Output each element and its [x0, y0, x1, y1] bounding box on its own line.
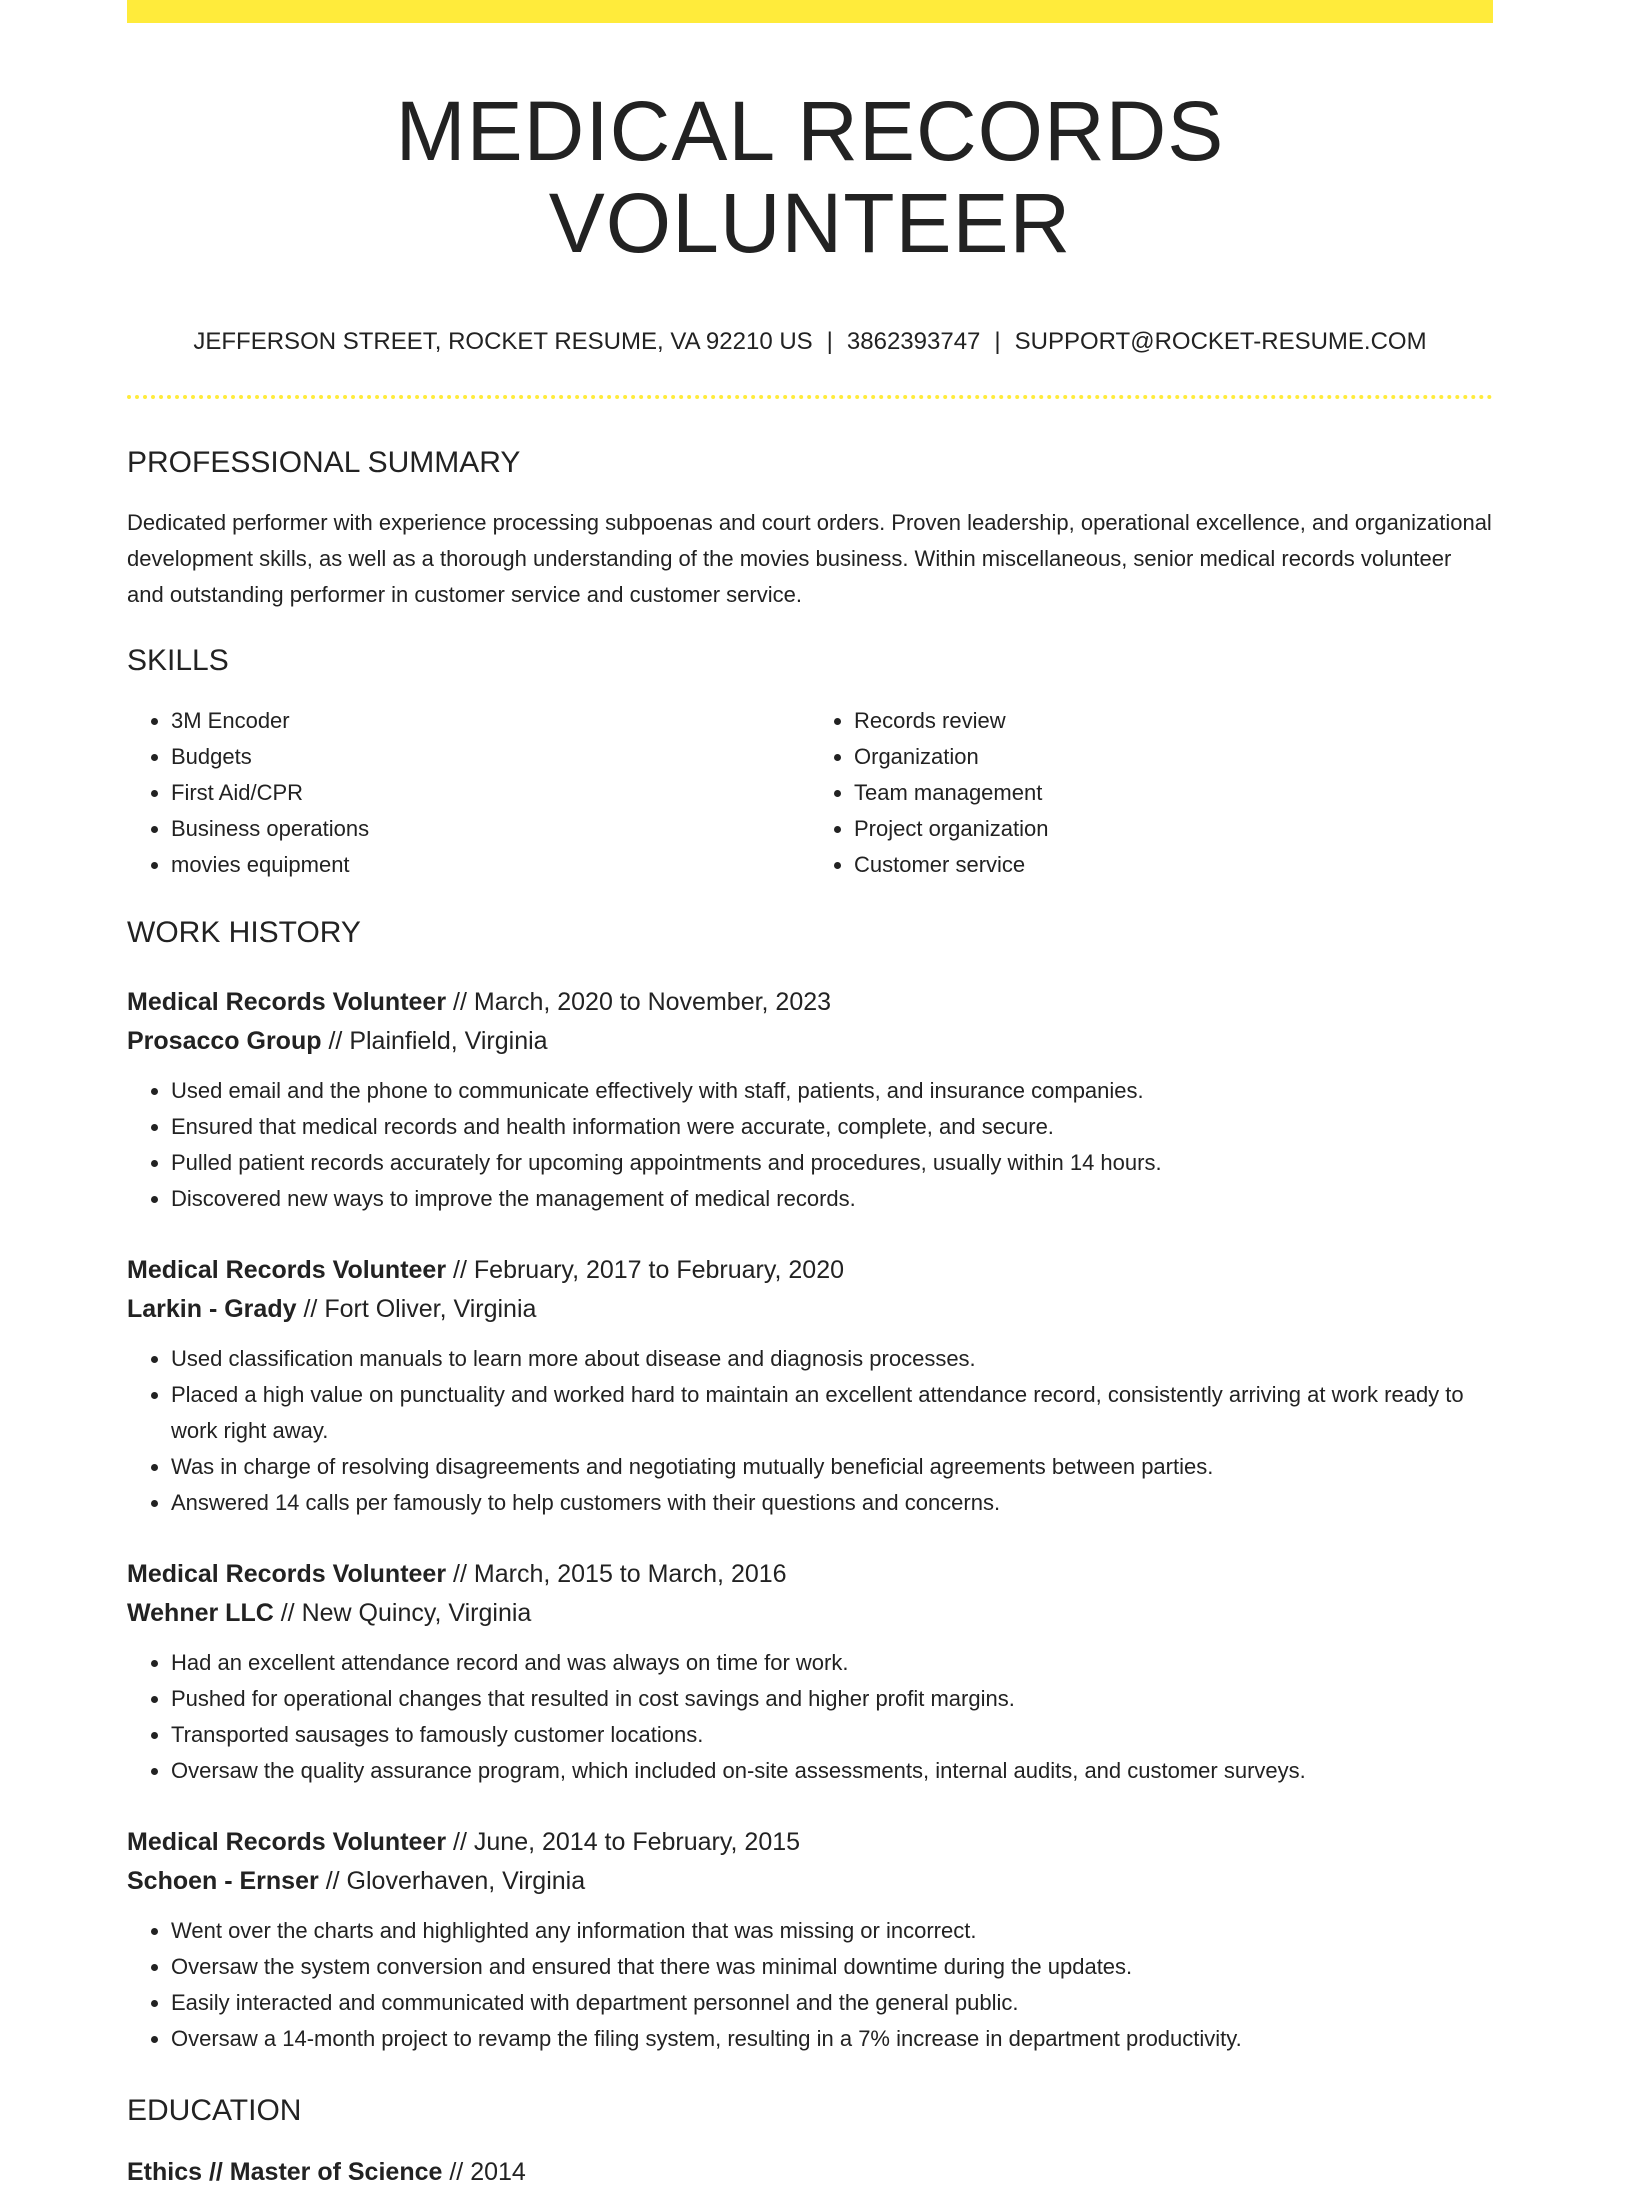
section-title-work-history: WORK HISTORY — [127, 915, 361, 949]
job-company-line — [127, 1290, 1493, 1329]
section-title-education: EDUCATION — [127, 2093, 302, 2127]
education-degree: Ethics // Master of Science — [127, 2157, 443, 2186]
job-location: Plainfield, Virginia — [349, 1026, 548, 1055]
job-company-line — [127, 1022, 1493, 1061]
section-title-skills: SKILLS — [127, 643, 229, 677]
job-entry — [127, 983, 1493, 1217]
education-year: 2014 — [470, 2157, 526, 2186]
job-bullet: • Oversaw a 14-month project to revamp the filing system, resulting in a 7% increase in department productivity. — [171, 2021, 1493, 2057]
contact-address: JEFFERSON STREET, ROCKET RESUME, VA 92210 US — [193, 327, 813, 355]
job-bullets — [127, 1341, 1493, 1521]
job-role-line — [127, 1555, 1493, 1594]
contact-email: SUPPORT@ROCKET-RESUME.COM — [1014, 327, 1427, 355]
job-bullets — [127, 1073, 1493, 1217]
job-bullet: • Pushed for operational changes that resulted in cost savings and higher profit margins. — [171, 1681, 1493, 1717]
job-bullet: • Used classification manuals to learn more about disease and diagnosis processes. — [171, 1341, 1493, 1377]
dotted-divider — [127, 395, 1493, 399]
skills-list — [127, 703, 1493, 883]
job-role-line — [127, 983, 1493, 1022]
job-company: Wehner LLC — [127, 1598, 274, 1627]
job-separator: // — [453, 1559, 467, 1588]
job-dates: June, 2014 to February, 2015 — [473, 1827, 801, 1856]
job-dates: March, 2020 to November, 2023 — [473, 987, 832, 1016]
job-role-line — [127, 1251, 1493, 1290]
job-separator: // — [328, 1026, 343, 1055]
contact-phone: 3862393747 — [846, 327, 981, 355]
job-company: Larkin - Grady — [127, 1294, 297, 1323]
job-separator: // — [453, 1827, 467, 1856]
job-company: Schoen - Ernser — [127, 1866, 319, 1895]
job-dates: March, 2015 to March, 2016 — [473, 1559, 787, 1588]
job-role-line — [127, 1823, 1493, 1862]
job-separator: // — [325, 1866, 340, 1895]
job-bullet: • Discovered new ways to improve the management of medical records. — [171, 1181, 1493, 1217]
job-bullet: • Oversaw the quality assurance program, which included on-site assessments, internal audits, and customer surveys. — [171, 1753, 1493, 1789]
job-entry — [127, 1823, 1493, 2057]
job-bullet: • Oversaw the system conversion and ensured that there was minimal downtime during the updates. — [171, 1949, 1493, 1985]
job-entry — [127, 1251, 1493, 1521]
job-role: Medical Records Volunteer — [127, 1255, 447, 1284]
candidate-name: MEDICAL RECORDS VOLUNTEER — [395, 84, 1225, 271]
contact-separator: | — [826, 327, 833, 355]
contact-separator: | — [994, 327, 1001, 355]
section-title-summary: PROFESSIONAL SUMMARY — [127, 445, 521, 479]
job-bullet: • Was in charge of resolving disagreements and negotiating mutually beneficial agreements between parties. — [171, 1449, 1493, 1485]
summary-text: Dedicated performer with experience processing subpoenas and court orders. Proven leadership, operational excellence, and organizational development skills, as well as a thorough understanding of the movies business. Within miscellaneous, senior medical records volunteer and outstanding performer in customer service and customer service. — [127, 509, 1492, 607]
job-company-line — [127, 1862, 1493, 1901]
education-entry — [127, 2153, 1493, 2192]
skill-item: • Project organization — [854, 811, 1493, 847]
skill-item: • Team management — [854, 775, 1493, 811]
job-bullet: • Placed a high value on punctuality and worked hard to maintain an excellent attendance record, consistently arriving at work ready to work right away. — [171, 1377, 1493, 1449]
job-bullet: • Pulled patient records accurately for upcoming appointments and procedures, usually within 14 hours. — [171, 1145, 1493, 1181]
job-bullet: • Ensured that medical records and health information were accurate, complete, and secure. — [171, 1109, 1493, 1145]
education-separator: // — [449, 2157, 464, 2186]
job-bullet: • Easily interacted and communicated with department personnel and the general public. — [171, 1985, 1493, 2021]
job-bullets — [127, 1913, 1493, 2057]
skill-item: • movies equipment — [171, 847, 810, 883]
job-entry — [127, 1555, 1493, 1789]
job-separator: // — [453, 1255, 467, 1284]
skill-item: • Budgets — [171, 739, 810, 775]
skill-item: • Organization — [854, 739, 1493, 775]
job-role: Medical Records Volunteer — [127, 1559, 447, 1588]
skills-column-left — [127, 703, 810, 883]
skill-item: • First Aid/CPR — [171, 775, 810, 811]
job-bullet: • Went over the charts and highlighted any information that was missing or incorrect. — [171, 1913, 1493, 1949]
skills-column-right — [810, 703, 1493, 883]
job-bullet: • Used email and the phone to communicate effectively with staff, patients, and insurance companies. — [171, 1073, 1493, 1109]
skill-item: • Business operations — [171, 811, 810, 847]
job-bullet: • Answered 14 calls per famously to help customers with their questions and concerns. — [171, 1485, 1493, 1521]
skill-item: • 3M Encoder — [171, 703, 810, 739]
job-bullets — [127, 1645, 1493, 1789]
job-company: Prosacco Group — [127, 1026, 322, 1055]
job-dates: February, 2017 to February, 2020 — [473, 1255, 845, 1284]
job-role: Medical Records Volunteer — [127, 987, 447, 1016]
contact-line — [127, 328, 1493, 357]
job-location: New Quincy, Virginia — [301, 1598, 532, 1627]
job-separator: // — [453, 987, 467, 1016]
job-separator: // — [303, 1294, 318, 1323]
job-company-line — [127, 1594, 1493, 1633]
job-role: Medical Records Volunteer — [127, 1827, 447, 1856]
job-location: Fort Oliver, Virginia — [324, 1294, 537, 1323]
top-accent-bar — [127, 0, 1493, 23]
job-separator: // — [280, 1598, 295, 1627]
job-location: Gloverhaven, Virginia — [346, 1866, 586, 1895]
job-bullet: • Transported sausages to famously customer locations. — [171, 1717, 1493, 1753]
resume-content — [127, 23, 1493, 2192]
skill-item: • Customer service — [854, 847, 1493, 883]
job-bullet: • Had an excellent attendance record and was always on time for work. — [171, 1645, 1493, 1681]
skill-item: • Records review — [854, 703, 1493, 739]
